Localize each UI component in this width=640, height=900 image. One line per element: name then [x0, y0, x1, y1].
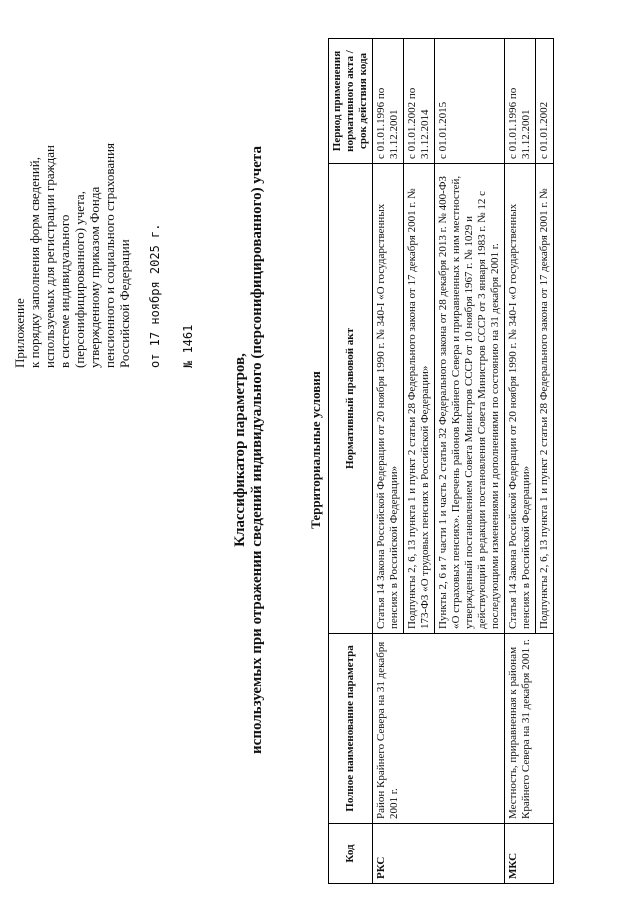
row-code: МКС: [505, 824, 554, 884]
order-number: № 1461: [181, 324, 195, 368]
row-period: с 01.01.2002: [536, 39, 554, 164]
table-row: [505, 39, 536, 884]
header-code: Код: [329, 824, 373, 884]
appendix-line: Приложение: [12, 298, 27, 368]
row-period: с 01.01.2015: [435, 39, 505, 164]
appendix-line: Российской Федерации: [117, 239, 132, 368]
row-act: Статья 14 Закона Российской Федерации от 20 ноября 1990 г. № 340-I «О государственных пенсиях в Российской Федерации»: [373, 164, 404, 634]
table-row: [373, 39, 404, 884]
order-date: от 17 ноября 2025 г.: [148, 223, 162, 368]
appendix-line: (персонифицированного) учета,: [72, 191, 87, 368]
row-period: с 01.01.2002 по 31.12.2014: [404, 39, 435, 164]
row-act: Подпункты 2, 6, 13 пункта 1 и пункт 2 статьи 28 Федерального закона от 17 декабря 2001 г. №: [536, 164, 554, 634]
row-act: Пункты 2, 6 и 7 части 1 и часть 2 статьи 32 Федерального закона от 28 декабря 2013 г. № 400-ФЗ «О страховых пенсиях». Перечень районов Крайнего Севера и приравненных к ним местностей, утвержденный постановлением Совета Министров СССР от 10 ноября 1967 г. № 1029 и действующий в редакции постановления Совета Министров СССР от 3 января 1983 г. № 12 с последующими изменениями и дополнениями по состоянию на 31 декабря 2001 г.: [435, 164, 505, 634]
title-line-1: Классификатор параметров,: [232, 353, 248, 547]
document-title: [232, 40, 266, 860]
row-name: Местность, приравненная к районам Крайнего Севера на 31 декабря 2001 г.: [505, 634, 554, 824]
table-header-row: [329, 39, 373, 884]
row-act: Подпункты 2, 6, 13 пункта 1 и пункт 2 статьи 28 Федерального закона от 17 декабря 2001 г. № 173-ФЗ «О трудовых пенсиях в Российской Федерации»: [404, 164, 435, 634]
classifier-table: [328, 38, 554, 884]
appendix-line: используемых для регистрации граждан: [42, 145, 57, 368]
header-act: Нормативный правовой акт: [329, 164, 373, 634]
appendix-line: в системе индивидуального: [57, 214, 72, 368]
appendix-block: [12, 28, 196, 368]
row-code: РКС: [373, 824, 505, 884]
header-name: Полное наименование параметра: [329, 634, 373, 824]
section-subtitle: Территориальные условия: [308, 371, 323, 529]
title-line-2: используемых при отражении сведений индивидуального (персонифицированного) учета: [249, 146, 265, 754]
row-period: с 01.01.1996 по 31.12.2001: [373, 39, 404, 164]
appendix-line: утвержденному приказом Фонда: [87, 186, 102, 368]
row-name: Район Крайнего Севера на 31 декабря 2001 г.: [373, 634, 505, 824]
appendix-line: к порядку заполнения форм сведений,: [27, 156, 42, 368]
appendix-line: пенсионного и социального страхования: [102, 142, 117, 368]
header-period: Период применения нормативного акта / срок действия кода: [329, 39, 373, 164]
row-period: с 01.01.1996 по 31.12.2001: [505, 39, 536, 164]
row-act: Статья 14 Закона Российской Федерации от 20 ноября 1990 г. № 340-I «О государственных пенсиях в Российской Федерации»: [505, 164, 536, 634]
